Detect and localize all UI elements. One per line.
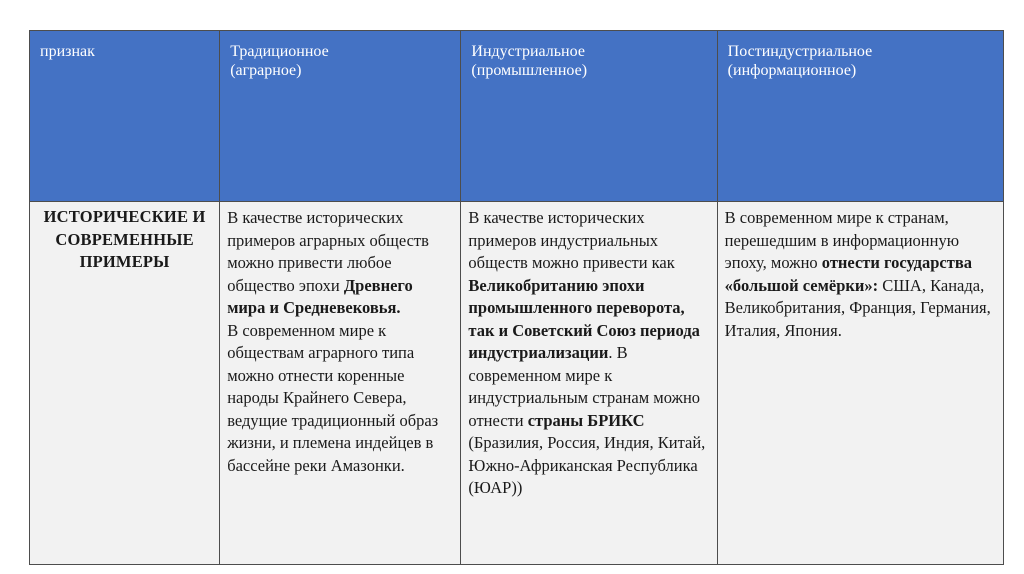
traditional-modern: В современном мире к обществам аграрного типа можно отнести коренные народы Крайнего Севера, ведущие традиционный образ жизни, и племена индейцев в бассейне реки Амазонки. [227,320,439,475]
postindustrial-intro: В современном мире к странам, перешедшим в информационную эпоху, можно [724,208,960,272]
industrial-middle: . В современном мире к индустриальным странам можно отнести [468,343,701,430]
traditional-intro: В качестве исторических примеров аграрных обществ можно привести любое общество эпохи [227,208,429,295]
traditional-bold: Древнего мира и Средневековья. [227,275,413,317]
examples-row [30,202,1004,565]
header-traditional-subtitle: (аграрное) [230,62,302,79]
header-postindustrial-title: Постиндустриальное [727,43,873,60]
industrial-examples-cell [461,202,717,565]
comparison-table [29,30,1004,565]
row-label-line-2: СОВРЕМЕННЫЕ [55,229,194,249]
header-cell-feature [30,31,220,202]
industrial-end: (Бразилия, Россия, Индия, Китай, Южно-Африканская Республика (ЮАР)) [468,433,706,497]
traditional-examples-cell [220,202,461,565]
row-label-line-1: ИСТОРИЧЕСКИЕ И [43,207,206,226]
industrial-intro: В качестве исторических примеров индустриальных обществ можно привести как [468,208,675,272]
header-cell-traditional [220,31,461,202]
row-label-cell [30,202,220,565]
header-row [30,31,1004,202]
header-feature-label: признак [40,43,95,60]
industrial-bold-2: страны БРИКС [527,410,645,430]
header-traditional-title: Традиционное [230,43,329,60]
row-label-line-3: ПРИМЕРЫ [79,252,170,271]
header-cell-postindustrial [717,31,1003,202]
header-postindustrial-subtitle: (информационное) [727,62,857,79]
postindustrial-end: США, Канада, Великобритания, Франция, Германия, Италия, Япония. [724,275,991,340]
postindustrial-examples-cell [717,202,1003,565]
header-industrial-subtitle: (промышленное) [471,62,588,79]
industrial-bold-1: Великобританию эпохи промышленного переворота, так и Советский Союз периода индустриализации [468,275,700,362]
header-cell-industrial [461,31,717,202]
postindustrial-bold: отнести государства «большой семёрки»: [724,253,973,295]
header-industrial-title: Индустриальное [471,43,585,60]
